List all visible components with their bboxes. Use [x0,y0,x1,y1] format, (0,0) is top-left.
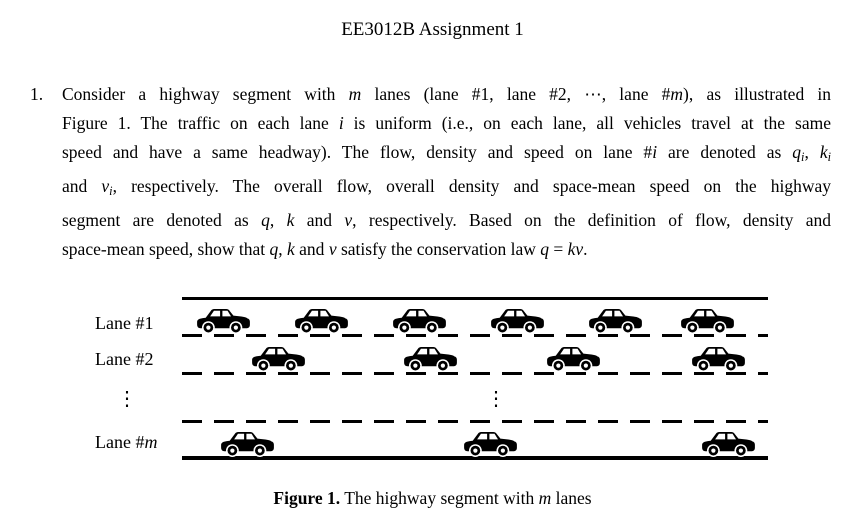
car-icon [490,306,545,334]
problem-line: Figure 1. The traffic on each lane i is uniform (i.e., on each lane, all vehicles travel at the same [62,113,831,133]
label-lane-1: Lane #1 [95,313,154,333]
page-title: EE3012B Assignment 1 [341,19,524,40]
label-lane-m: Lane #m [95,432,158,452]
car-icon [691,344,746,372]
figure-caption: Figure 1. The highway segment with m lanes [273,488,592,508]
problem-line: and vi, respectively. The overall flow, overall density and space-mean speed on the highway [62,176,831,199]
car-icon [546,344,601,372]
car-icon [403,344,458,372]
car-icon [392,306,447,334]
car-icon [196,306,251,334]
problem-line: speed and have a same headway). The flow, density and speed on lane #i are denoted as qi, ki [62,142,831,165]
lane-divider-dashed-line [182,372,768,375]
car-icon [220,429,275,457]
problem-line: space-mean speed, show that q, k and v satisfy the conservation law q = kv. [62,239,588,260]
problem-line: Consider a highway segment with m lanes (lane #1, lane #2, ⋯, lane #m), as illustrated in [62,84,831,104]
problem-number: 1. [30,84,44,104]
car-icon [251,344,306,372]
problem-line: segment are denoted as q, k and v, respectively. Based on the definition of flow, density and [62,210,832,231]
label-lane-2: Lane #2 [95,349,154,369]
car-icon [588,306,643,334]
car-icon [680,306,735,334]
vertical-ellipsis: ⋮ [117,388,137,410]
road-edge-line [182,297,768,300]
lane-divider-dashed-line [182,334,768,337]
car-icon [463,429,518,457]
car-icon [294,306,349,334]
vertical-ellipsis: ⋮ [486,388,506,410]
lane-divider-dashed-line [182,420,768,423]
car-icon [701,429,756,457]
